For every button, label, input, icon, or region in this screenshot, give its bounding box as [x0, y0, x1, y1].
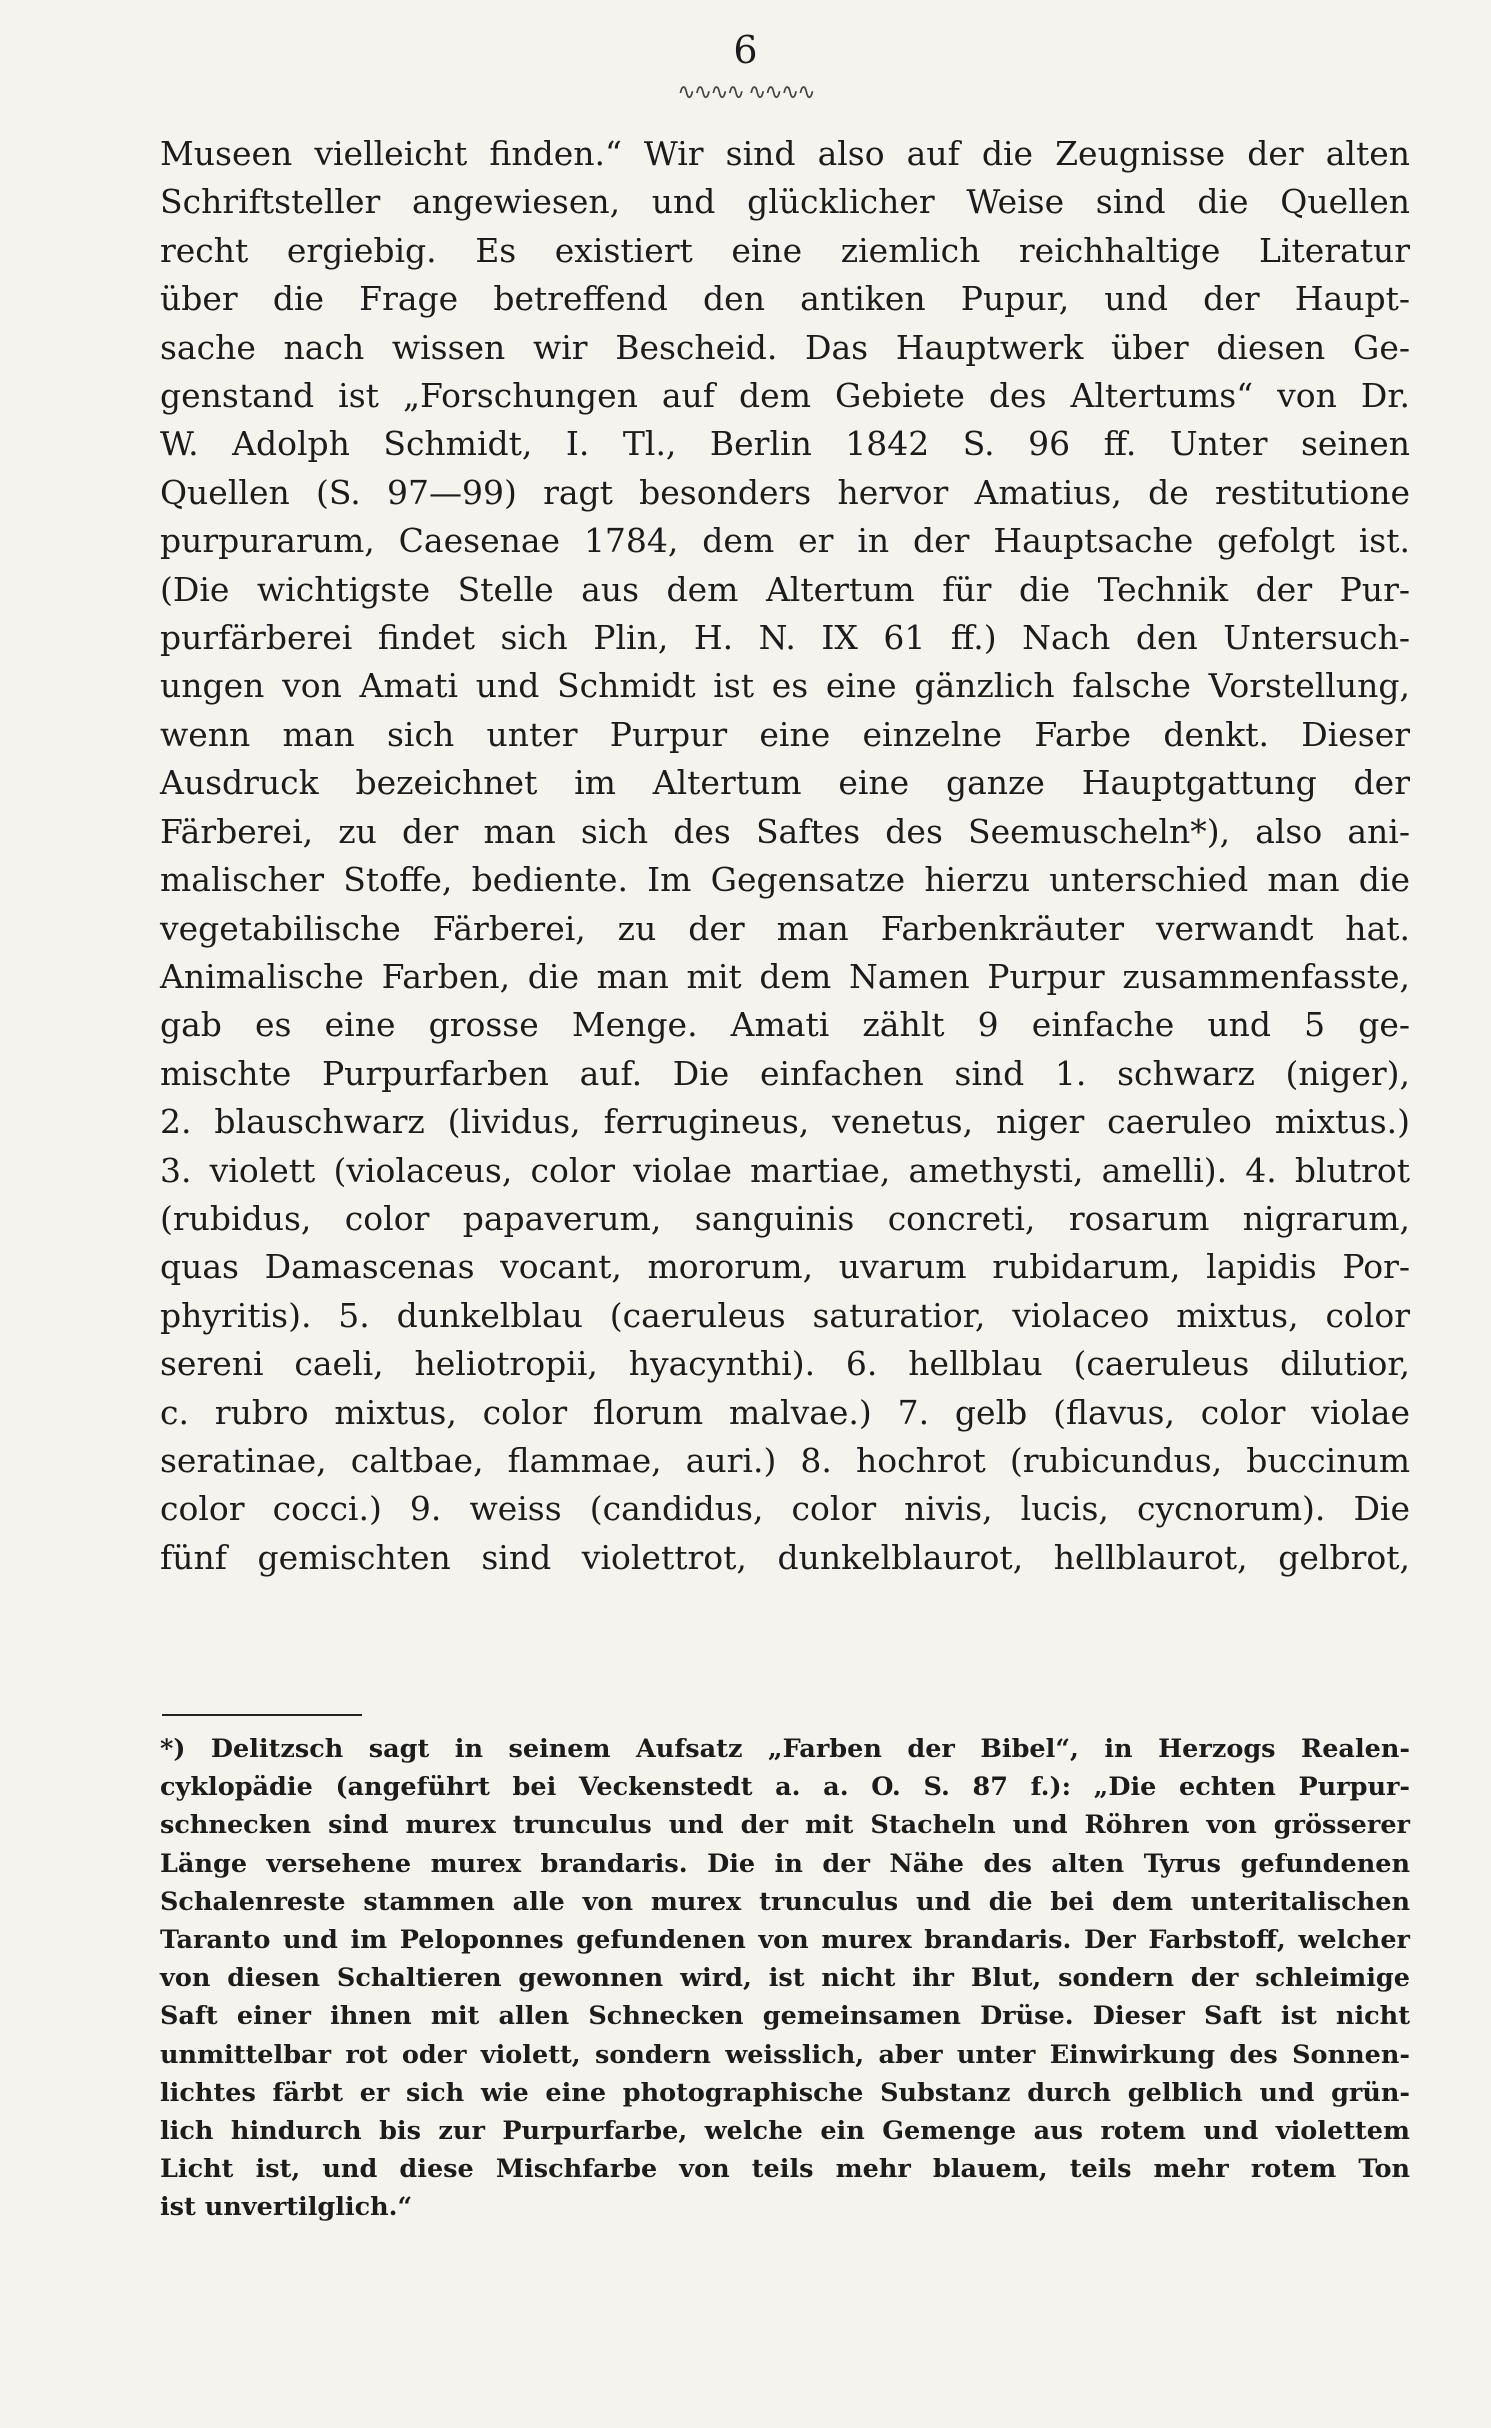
- footnote-line: Länge versehene murex brandaris. Die in der Nähe des alten Tyrus gefundenen: [160, 1848, 1410, 1879]
- footnote-line: lichtes färbt er sich wie eine photographische Substanz durch gelblich und grün-: [160, 2077, 1410, 2108]
- text-line: (rubidus, color papaverum, sanguinis concreti, rosarum nigrarum,: [160, 1198, 1410, 1238]
- footnote-line: Schalenreste stammen alle von murex trunculus und die bei dem unteritalischen: [160, 1886, 1410, 1917]
- text-line: über die Frage betreffend den antiken Pupur, und der Haupt-: [160, 279, 1410, 319]
- text-line: W. Adolph Schmidt, I. Tl., Berlin 1842 S. 96 ff. Unter seinen: [160, 424, 1410, 464]
- footnote-line: Saft einer ihnen mit allen Schnecken gemeinsamen Drüse. Dieser Saft ist nicht: [160, 2001, 1410, 2032]
- text-line: c. rubro mixtus, color florum malvae.) 7. gelb (flavus, color violae: [160, 1392, 1410, 1432]
- text-line: fünf gemischten sind violettrot, dunkelblaurot, hellblaurot, gelbrot,: [160, 1537, 1410, 1577]
- text-line: color cocci.) 9. weiss (candidus, color nivis, lucis, cycnorum). Die: [160, 1489, 1410, 1529]
- text-line: Museen vielleicht finden.“ Wir sind also auf die Zeugnisse der alten: [160, 134, 1410, 173]
- text-line: seratinae, caltbae, flammae, auri.) 8. hochrot (rubicundus, buccinum: [160, 1440, 1410, 1480]
- text-line: (Die wichtigste Stelle aus dem Altertum für die Technik der Pur-: [160, 569, 1410, 609]
- page-number: 6: [733, 28, 758, 72]
- footnote-line: *) Delitzsch sagt in seinem Aufsatz „Farben der Bibel“, in Herzogs Realen-: [160, 1734, 1410, 1764]
- footnote-line: Licht ist, und diese Mischfarbe von teils mehr blauem, teils mehr rotem Ton: [160, 2154, 1410, 2185]
- text-line: phyritis). 5. dunkelblau (caeruleus saturatior, violaceo mixtus, color: [160, 1295, 1410, 1335]
- footnote-line: Taranto und im Peloponnes gefundenen von murex brandaris. Der Farbstoff, welcher: [160, 1925, 1410, 1956]
- text-line: sache nach wissen wir Bescheid. Das Hauptwerk über diesen Ge-: [160, 327, 1410, 367]
- text-line: 2. blauschwarz (lividus, ferrugineus, venetus, niger caeruleo mixtus.): [160, 1102, 1410, 1142]
- text-line: wenn man sich unter Purpur eine einzelne Farbe denkt. Dieser: [160, 714, 1410, 754]
- text-line: malischer Stoffe, bediente. Im Gegensatze hierzu unterschied man die: [160, 860, 1410, 900]
- header-ornament: ∿∿∿∿ ∿∿∿∿: [677, 80, 814, 105]
- text-line: purfärberei findet sich Plin, H. N. IX 61 ff.) Nach den Untersuch-: [160, 618, 1410, 658]
- text-line: Animalische Farben, die man mit dem Namen Purpur zusammenfasste,: [160, 956, 1410, 996]
- text-line: vegetabilische Färberei, zu der man Farbenkräuter verwandt hat.: [160, 908, 1410, 948]
- text-line: mischte Purpurfarben auf. Die einfachen sind 1. schwarz (niger),: [160, 1053, 1410, 1093]
- text-line: gab es eine grosse Menge. Amati zählt 9 einfache und 5 ge-: [160, 1005, 1410, 1045]
- footnote-divider: [162, 1714, 362, 1716]
- text-line: ungen von Amati und Schmidt ist es eine gänzlich falsche Vorstellung,: [160, 666, 1410, 706]
- footnote-line: cyklopädie (angeführt bei Veckenstedt a. a. O. S. 87 f.): „Die echten Purpur-: [160, 1772, 1410, 1803]
- footnote-line: ist unvertilglich.“: [160, 2192, 413, 2223]
- text-line: genstand ist „Forschungen auf dem Gebiete des Altertums“ von Dr.: [160, 376, 1410, 416]
- text-line: purpurarum, Caesenae 1784, dem er in der Hauptsache gefolgt ist.: [160, 521, 1410, 561]
- text-line: Schriftsteller angewiesen, und glücklicher Weise sind die Quellen: [160, 182, 1410, 222]
- text-line: Quellen (S. 97—99) ragt besonders hervor Amatius, de restitutione: [160, 472, 1410, 512]
- text-line: 3. violett (violaceus, color violae martiae, amethysti, amelli). 4. blutrot: [160, 1150, 1410, 1190]
- text-line: Färberei, zu der man sich des Saftes des Seemuscheln*), also ani-: [160, 811, 1410, 851]
- footnote-line: schnecken sind murex trunculus und der mit Stacheln und Röhren von grösserer: [160, 1810, 1410, 1841]
- text-line: Ausdruck bezeichnet im Altertum eine ganze Hauptgattung der: [160, 763, 1410, 803]
- footnote-line: unmittelbar rot oder violett, sondern weisslich, aber unter Einwirkung des Sonnen-: [160, 2039, 1410, 2070]
- main-text: [160, 130, 1410, 1582]
- footnote-line: von diesen Schaltieren gewonnen wird, ist nicht ihr Blut, sondern der schleimige: [160, 1963, 1410, 1994]
- text-line: sereni caeli, heliotropii, hyacynthi). 6. hellblau (caeruleus dilutior,: [160, 1344, 1410, 1384]
- footnote-line: lich hindurch bis zur Purpurfarbe, welche ein Gemenge aus rotem und violettem: [160, 2116, 1410, 2147]
- footnote: [160, 1730, 1410, 2227]
- text-line: recht ergiebig. Es existiert eine ziemlich reichhaltige Literatur: [160, 230, 1410, 270]
- text-line: quas Damascenas vocant, mororum, uvarum rubidarum, lapidis Por-: [160, 1247, 1410, 1287]
